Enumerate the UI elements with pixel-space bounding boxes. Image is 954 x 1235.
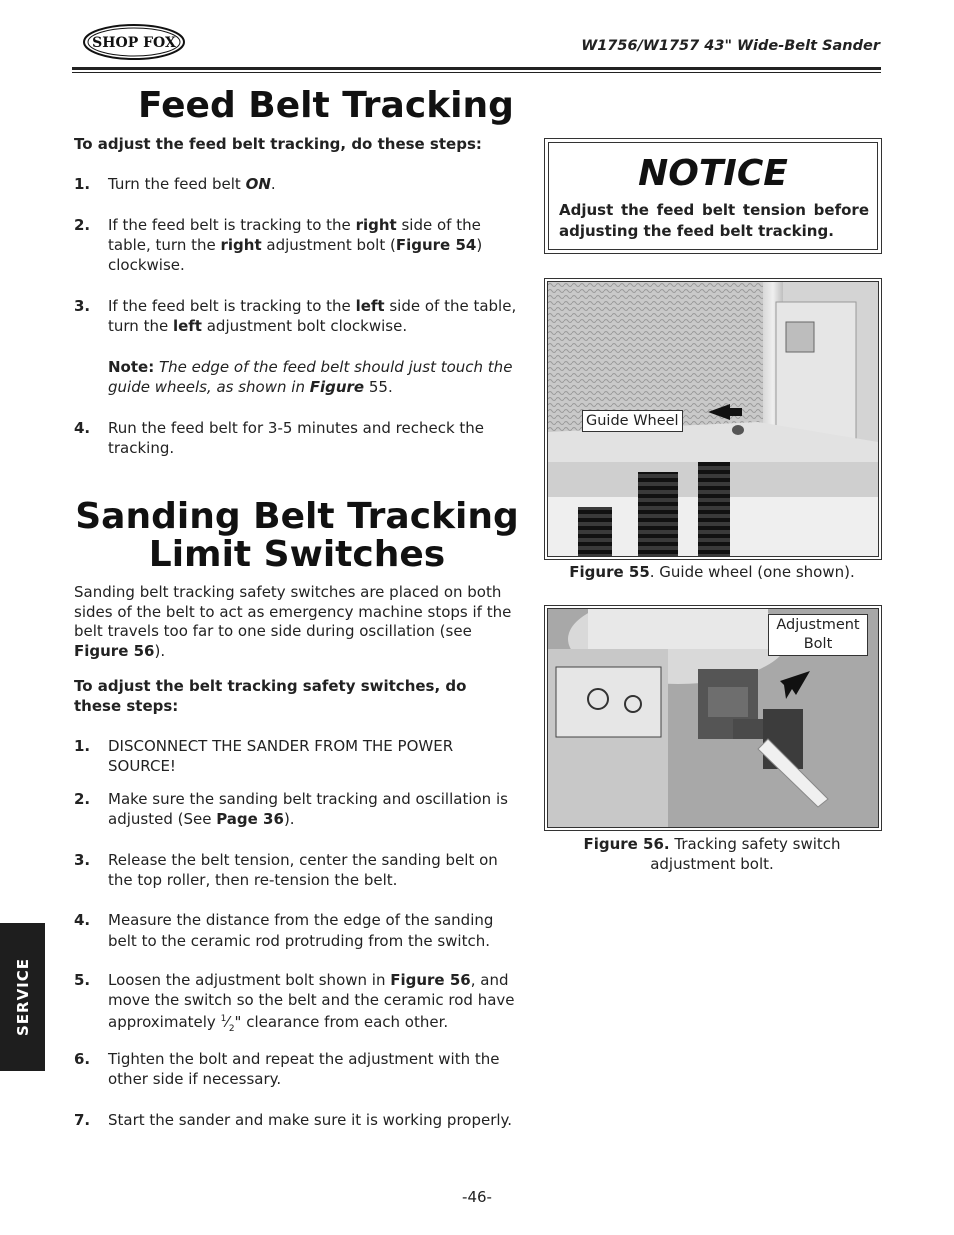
figure-55 xyxy=(544,278,882,560)
notice-text: Adjust the feed belt tension before adjusting the feed belt tracking. xyxy=(559,201,869,240)
section-title-limit-switches: Sanding Belt Tracking Limit Switches xyxy=(75,496,519,575)
step-4: 4. Run the feed belt for 3-5 minutes and recheck the tracking. xyxy=(74,419,485,457)
note: Note: The edge of the feed belt should just touch the guide wheels, as shown in Figure 55. xyxy=(108,358,513,396)
model-title: W1756/W1757 43" Wide-Belt Sander xyxy=(581,38,880,54)
step-number: 2. xyxy=(74,790,91,808)
step-number: 2. xyxy=(74,216,91,234)
notice-box xyxy=(544,138,882,254)
step-number: 3. xyxy=(74,851,91,869)
step-3: 3. If the feed belt is tracking to the left side of the table, turn the left adjustment bolt clockwise. xyxy=(74,297,517,335)
step-2: 2. Make sure the sanding belt tracking and oscillation is adjusted (See Page 36). xyxy=(74,790,508,828)
step-4: 4. Measure the distance from the edge of the sanding belt to the ceramic rod protruding from the switch. xyxy=(74,911,494,950)
step-number: 1. xyxy=(74,175,91,193)
step-2: 2. If the feed belt is tracking to the right side of the table, turn the right adjustment bolt (Figure 54) clockwise. xyxy=(74,216,483,274)
step-1: 1. Turn the feed belt ON. xyxy=(74,175,276,193)
notice-title: NOTICE xyxy=(638,153,788,194)
step-number: 4. xyxy=(74,911,91,929)
step-6: 6. Tighten the bolt and repeat the adjustment with the other side if necessary. xyxy=(74,1050,500,1088)
guide-wheel-callout: Guide Wheel xyxy=(582,410,683,432)
step-number: 5. xyxy=(74,971,91,989)
step-7: 7. Start the sander and make sure it is working properly. xyxy=(74,1111,513,1129)
header-rule xyxy=(72,67,881,70)
step-1: 1. DISCONNECT THE SANDER FROM THE POWER SOURCE! xyxy=(74,737,454,775)
step-5: 5. Loosen the adjustment bolt shown in Figure 56, and move the switch so the belt and the ceramic rod have approximately $^1⁄_2$" clearance from each other. xyxy=(74,971,515,1034)
step-number: 6. xyxy=(74,1050,91,1068)
svg-text:SHOP FOX: SHOP FOX xyxy=(92,35,176,51)
header-rule-thin xyxy=(72,72,881,73)
figure-56 xyxy=(544,605,882,831)
section1-intro: To adjust the feed belt tracking, do these steps: xyxy=(74,135,482,153)
section-title-feed-belt: Feed Belt Tracking xyxy=(138,85,514,126)
step-number: 4. xyxy=(74,419,91,437)
section-tab-service: SERVICE xyxy=(0,923,45,1071)
section2-intro: To adjust the belt tracking safety switches, do these steps: xyxy=(74,677,467,715)
figure-55-caption: Figure 55. Guide wheel (one shown). xyxy=(569,563,855,581)
step-number: 3. xyxy=(74,297,91,315)
step-number: 1. xyxy=(74,737,91,755)
step-number: 7. xyxy=(74,1111,91,1129)
shop-fox-logo xyxy=(82,22,187,62)
adjustment-bolt-callout: Adjustment Bolt xyxy=(768,614,868,656)
section2-paragraph: Sanding belt tracking safety switches are placed on both sides of the belt to act as emergency machine stops if the belt travels too far to one side during oscillation (see Figure 56). xyxy=(74,583,512,660)
page-number: -46- xyxy=(462,1188,492,1206)
figure-56-caption: Figure 56. Tracking safety switch adjustment bolt. xyxy=(583,835,841,873)
step-3: 3. Release the belt tension, center the sanding belt on the top roller, then re-tension the belt. xyxy=(74,851,498,889)
